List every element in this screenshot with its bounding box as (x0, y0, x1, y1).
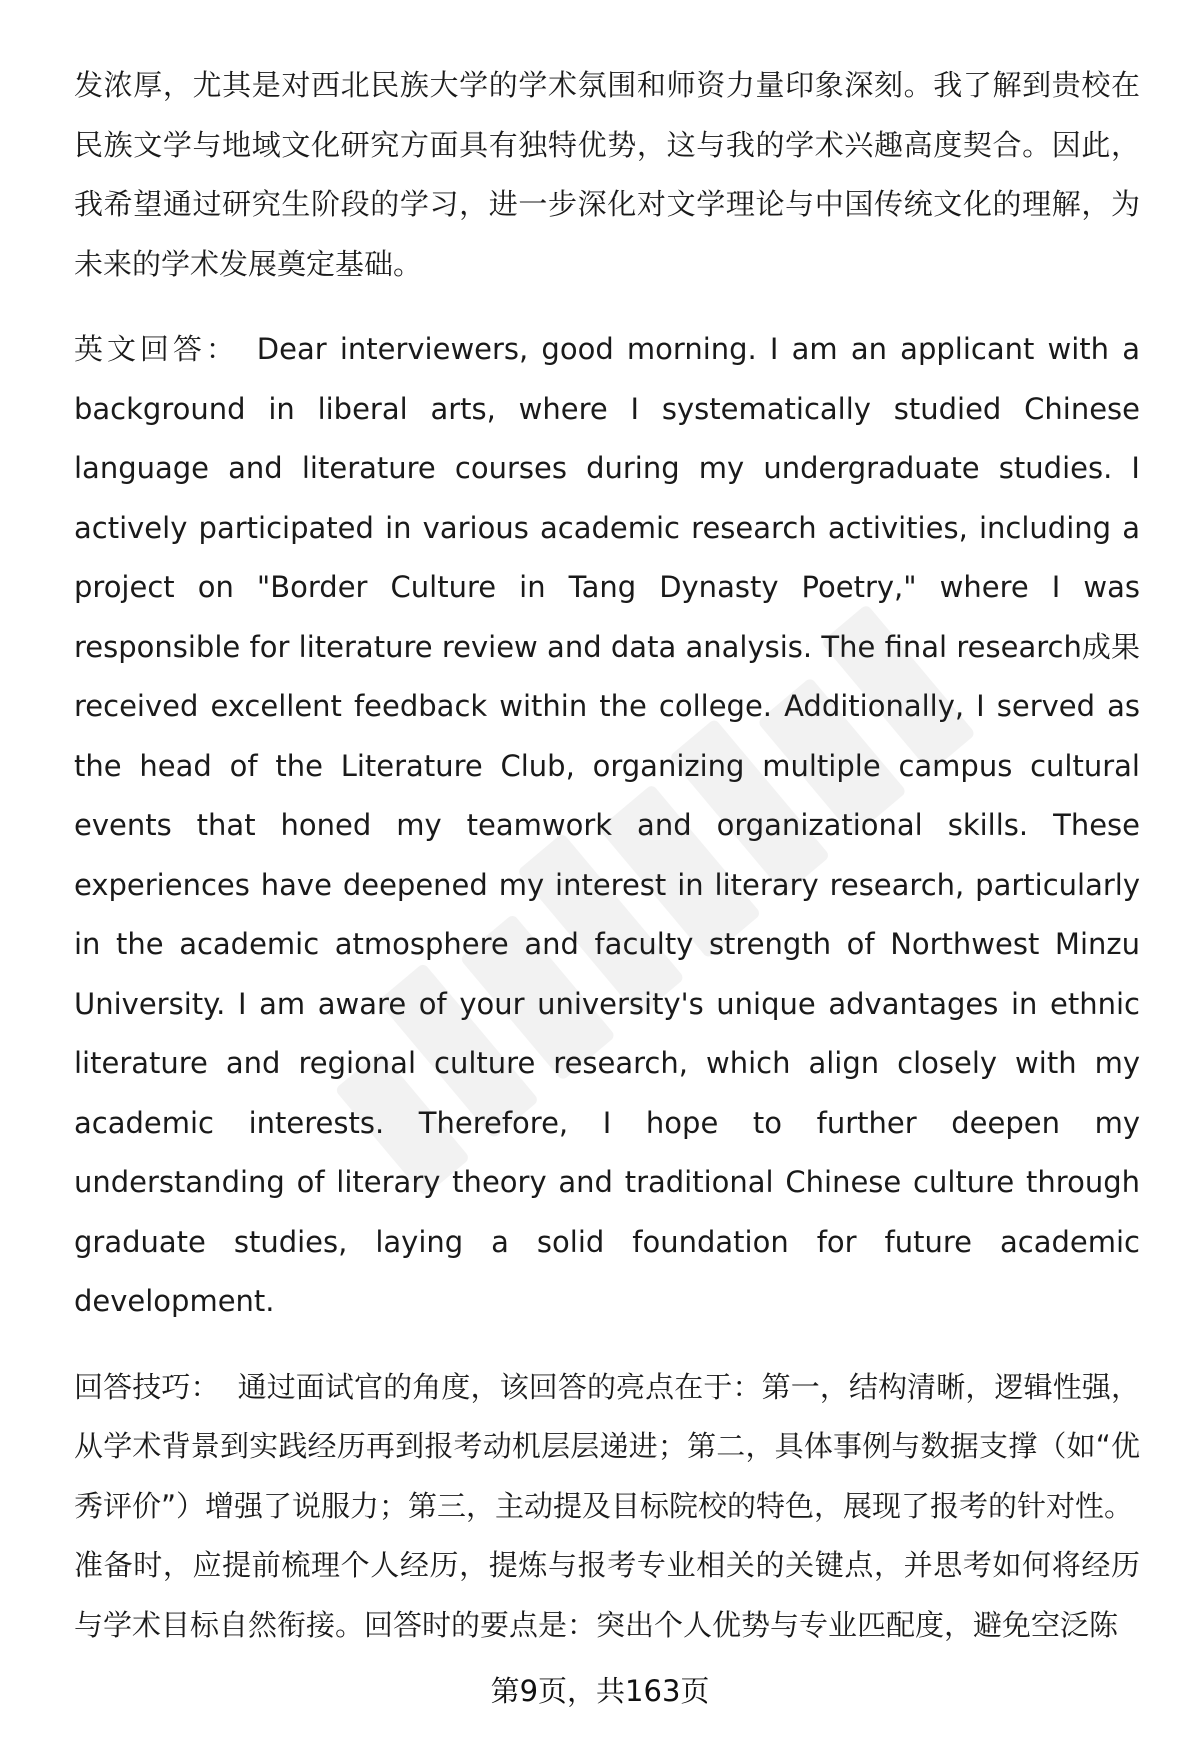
answer-tips-label: 回答技巧： (74, 1369, 220, 1404)
paragraph-preparation: 准备时，应提前梳理个人经历，提炼与报考专业相关的关键点，并思考如何将经历与学术目标自然衔接。回答时的要点是：突出个人优势与专业匹配度，避免空泛陈 (74, 1548, 1140, 1642)
english-answer-label: 英文回答： (74, 332, 239, 366)
paragraph-english-answer (74, 320, 1140, 1332)
paragraph-answer-tips (74, 1358, 1140, 1537)
document-body (74, 56, 1140, 1655)
page-footer (0, 1671, 1200, 1711)
english-answer-text: Dear interviewers, good morning. I am an applicant with a background in liberal arts, where I systematically studied Chinese language and literature courses during my undergraduate studies. I actively participated in various academic research activities, including a project on "Border Culture in Tang Dynasty Poetry," where I was responsible for literature review and data analysis. The final research成果 received excellent feedback within the college. Additionally, I served as the head of the Literature Club, organizing multiple campus cultural events that honed my teamwork and organizational skills. These experiences have deepened my interest in literary research, particularly in the academic atmosphere and faculty strength of Northwest Minzu University. I am aware of your university's unique advantages in ethnic literature and regional culture research, which align closely with my academic interests. Therefore, I hope to further deepen my understanding of literary theory and traditional Chinese culture through graduate studies, laying a solid foundation for future academic development. (74, 332, 1140, 1318)
paragraph-intro-continuation: 发浓厚，尤其是对西北民族大学的学术氛围和师资力量印象深刻。我了解到贵校在民族文学与地域文化研究方面具有独特优势，这与我的学术兴趣高度契合。因此，我希望通过研究生阶段的学习，进一步深化对文学理论与中国传统文化的理解，为未来的学术发展奠定基础。 (74, 68, 1140, 281)
page-number-indicator: 第9页，共163页 (490, 1674, 710, 1708)
answer-tips-text: 通过面试官的角度，该回答的亮点在于：第一，结构清晰，逻辑性强，从学术背景到实践经历再到报考动机层层递进；第二，具体事例与数据支撑（如“优秀评价”）增强了说服力；第三，主动提及目标院校的特色，展现了报考的针对性。 (74, 1369, 1140, 1523)
